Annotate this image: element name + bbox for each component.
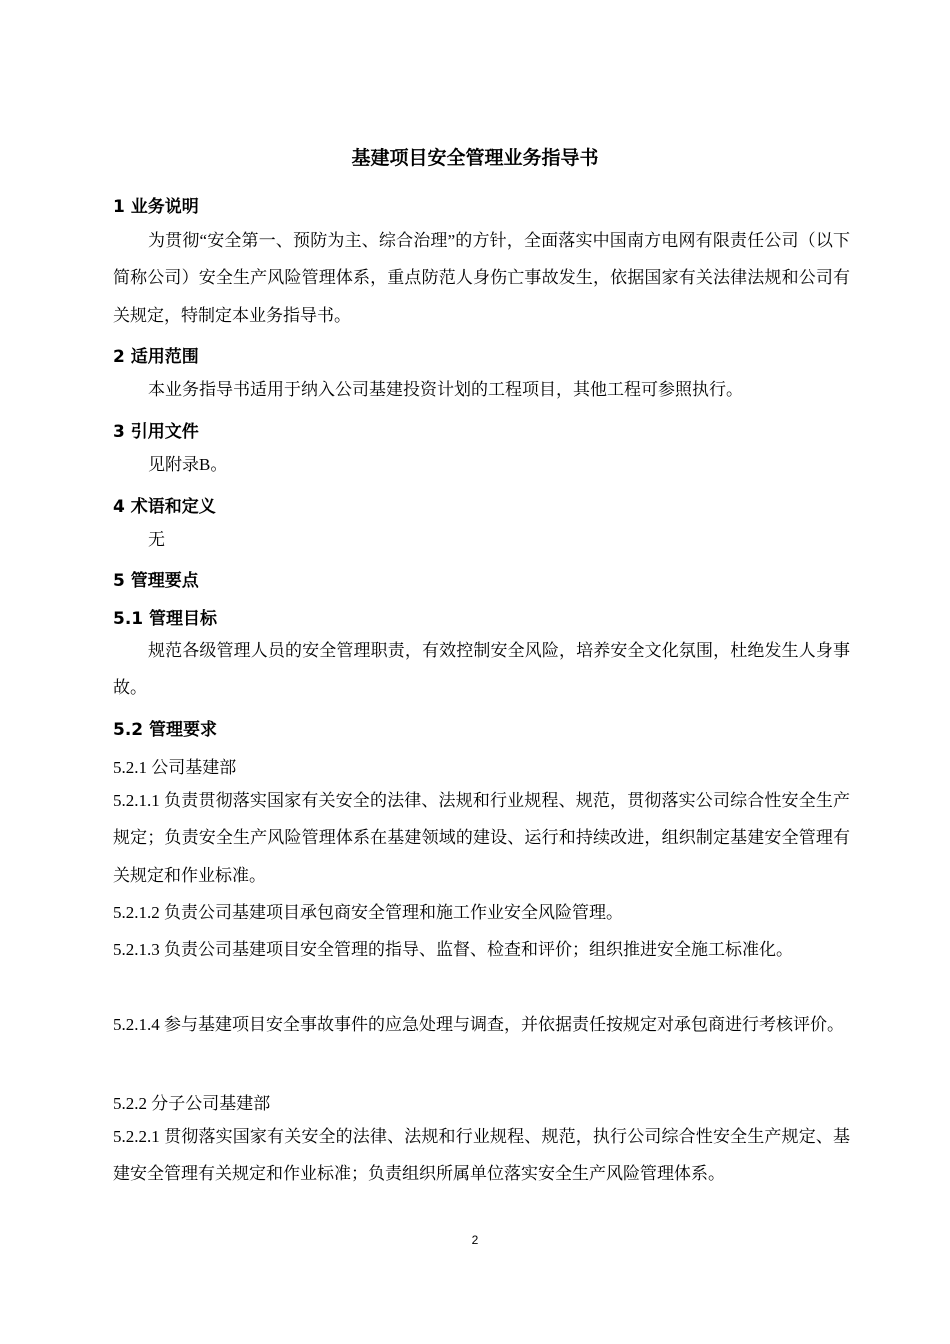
section-5-heading: 5 管理要点 — [113, 571, 199, 591]
clause-5-2-1-1: 5.2.1.1 负责贯彻落实国家有关安全的法律、法规和行业规程、规范，贯彻落实公司综合性安全生产规定；负责安全生产风险管理体系在基建领域的建设、运行和持续改进，组织制定基建安全管理有关规定和作业标准。 — [113, 791, 850, 885]
document-title: 基建项目安全管理业务指导书 — [351, 147, 599, 169]
section-1-heading: 1 业务说明 — [113, 197, 199, 217]
page-number: 2 — [471, 1233, 479, 1247]
section-2-body: 本业务指导书适用于纳入公司基建投资计划的工程项目，其他工程可参照执行。 — [148, 380, 743, 399]
clause-5-2-2-1: 5.2.2.1 贯彻落实国家有关安全的法律、法规和行业规程、规范，执行公司综合性安全生产规定、基建安全管理有关规定和作业标准；负责组织所属单位落实安全生产风险管理体系。 — [113, 1127, 850, 1184]
section-4-body: 无 — [148, 530, 165, 549]
clause-5-2-1-3: 5.2.1.3 负责公司基建项目安全管理的指导、监督、检查和评价；组织推进安全施工标准化。 — [113, 940, 793, 959]
section-1-body: 为贯彻“安全第一、预防为主、综合治理”的方针，全面落实中国南方电网有限责任公司（以下简称公司）安全生产风险管理体系，重点防范人身伤亡事故发生，依据国家有关法律法规和公司有关规定，特制定本业务指导书。 — [113, 231, 850, 325]
section-5-2-2-heading: 5.2.2 分子公司基建部 — [113, 1094, 271, 1113]
section-5-2-1-heading: 5.2.1 公司基建部 — [113, 758, 237, 777]
section-3-body: 见附录B。 — [148, 455, 228, 474]
section-3-heading: 3 引用文件 — [113, 422, 199, 442]
section-5-1-body: 规范各级管理人员的安全管理职责，有效控制安全风险，培养安全文化氛围，杜绝发生人身事故。 — [113, 641, 850, 698]
section-5-2-heading: 5.2 管理要求 — [113, 720, 218, 740]
clause-5-2-1-2: 5.2.1.2 负责公司基建项目承包商安全管理和施工作业安全风险管理。 — [113, 903, 623, 922]
clause-5-2-1-4: 5.2.1.4 参与基建项目安全事故事件的应急处理与调查，并依据责任按规定对承包商进行考核评价。 — [113, 1015, 844, 1034]
section-5-1-heading: 5.1 管理目标 — [113, 609, 218, 629]
section-2-heading: 2 适用范围 — [113, 347, 199, 367]
section-4-heading: 4 术语和定义 — [113, 497, 216, 517]
